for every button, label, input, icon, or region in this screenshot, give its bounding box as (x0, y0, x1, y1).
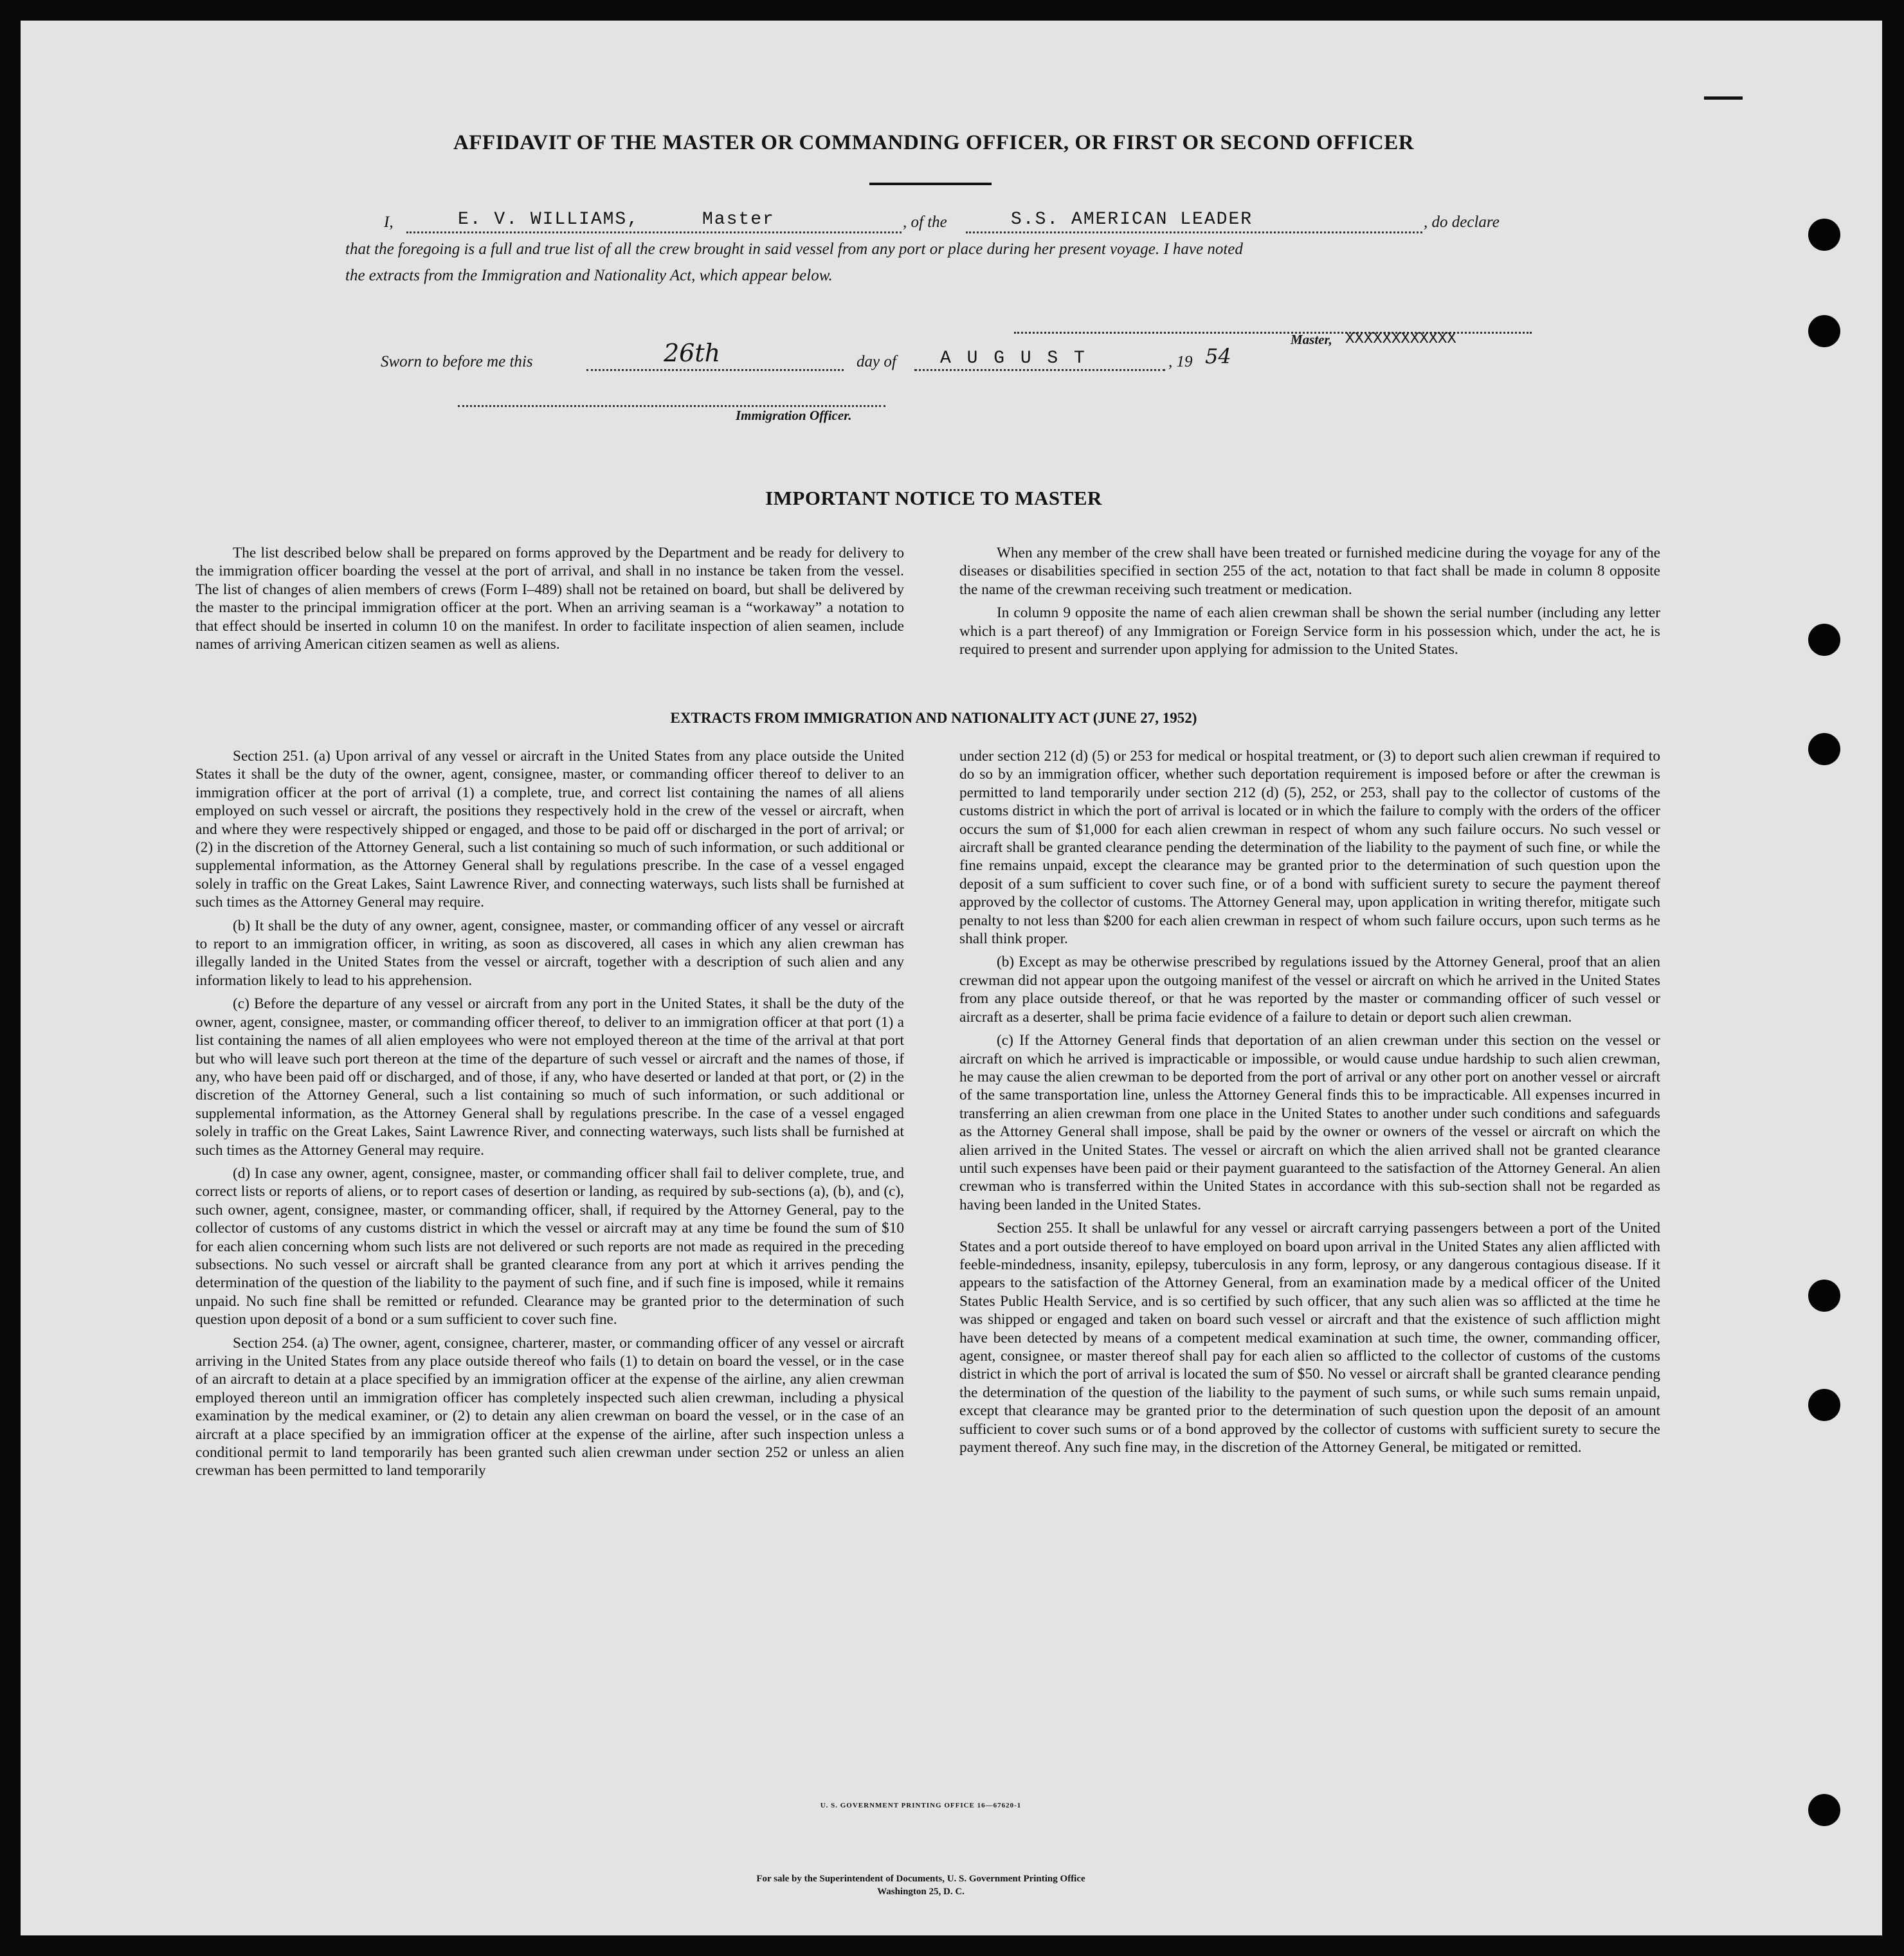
binder-hole (1808, 733, 1840, 765)
struck-title-text: XXXXXXXXXXXX (1345, 331, 1456, 348)
sale-line-1: For sale by the Superintendent of Documents, U. S. Government Printing Office (756, 1874, 1085, 1884)
sworn-day-line (586, 369, 844, 371)
section-254-a: Section 254. (a) The owner, agent, consignee, charterer, master, or commanding officer of any vessel or aircraft arriving in the United States from any place outside thereof who fails (1) to detain on board the vessel, or in the case of an aircraft to detain at a place specified by an immigration officer at the expense of the airline, any alien crewman employed thereon until an immigration officer has completely inspected such alien crewman, including a physical examination by the medical examiner, or (2) to detain any alien crewman on board the vessel, or in the case of an aircraft at a place specified by an immigration officer at the expense of the airline, after such inspection unless a conditional permit to land temporarily has been granted such alien crewman under section 252 or unless an alien crewman has been permitted to land temporarily (195, 1334, 904, 1480)
title-underline (869, 183, 992, 185)
declaration-line-2: the extracts from the Immigration and Nationality Act, which appear below. (345, 267, 833, 284)
vessel-line (966, 231, 1422, 233)
section-251-b: (b) It shall be the duty of any owner, agent, consignee, master, or commanding officer of any vessel or aircraft to report to an immigration officer, in writing, as soon as discovered, all cases in which any alien crewman has illegally landed in the United States from the vessel or aircraft, together with a description of such alien and any information likely to lead to his apprehension. (195, 917, 904, 989)
sale-line-2: Washington 25, D. C. (877, 1887, 965, 1897)
notice-left-column (195, 544, 904, 658)
affidavit-title: AFFIDAVIT OF THE MASTER OR COMMANDING OFFICER, OR FIRST OR SECOND OFFICER (453, 131, 1415, 154)
do-declare-label: , do declare (1424, 213, 1500, 231)
declaration-line-1: that the foregoing is a full and true list of all the crew brought in said vessel from any port or place during her present voyage. I have noted (345, 240, 1243, 258)
section-254-b: (b) Except as may be otherwise prescribed by regulations issued by the Attorney General, proof that an alien crewman did not appear upon the outgoing manifest of the vessel or aircraft on which he arrived in the United States from any place outside thereof, or that he was reported by the master or commanding officer of such vessel or aircraft as a deserter, shall be prima facie evidence of a failure to detain or deport such alien crewman. (959, 954, 1660, 1026)
notice-left-paragraph: The list described below shall be prepared on forms approved by the Department and be ready for delivery to the immigration officer boarding the vessel at the port of arrival, and shall in no instance be taken from the vessel. The list of changes of alien members of crews (Form I–489) shall not be retained on board, but shall be delivered by the master to the principal immigration officer at the port. When an arriving seaman is a “workaway” a notation to that effect should be inserted in column 10 on the manifest. In order to facilitate inspection of alien seamen, include names of arriving American citizen seamen as well as aliens. (195, 545, 904, 653)
sworn-day: 26th (664, 339, 721, 367)
of-the-label: , of the (903, 213, 947, 231)
immigration-officer-line (458, 405, 885, 407)
master-signature-label: Master, (1291, 332, 1332, 347)
i-label: I, (384, 213, 394, 231)
extracts-left-column (195, 747, 904, 1485)
section-251-a: Section 251. (a) Upon arrival of any vessel or aircraft in the United States from any place outside the United States it shall be the duty of the owner, agent, consignee, master, or commanding officer thereof to deliver to an immigration officer at the port of arrival (1) a complete, true, and correct list containing the names of all aliens employed on such vessel or aircraft, the positions they respectively hold in the crew of the vessel or aircraft, when and where they were respectively shipped or engaged, and those to be paid off or discharged in the port of arrival; or (2) in the discretion of the Attorney General, such a list containing so much of such information, or such additional or supplemental information, as the Attorney General shall by regulations prescribe. In the case of a vessel engaged solely in traffic on the Great Lakes, Saint Lawrence River, and connecting waterways, such lists shall be furnished at such times as the Attorney General may require. (195, 748, 904, 911)
name-line (406, 231, 902, 233)
binder-hole (1808, 624, 1840, 656)
year-prefix: , 19 (1168, 353, 1193, 370)
extracts-title: EXTRACTS FROM IMMIGRATION AND NATIONALITY ACT (JUNE 27, 1952) (670, 710, 1197, 726)
binder-hole (1808, 315, 1840, 347)
sworn-year: 54 (1205, 344, 1231, 368)
day-of-label: day of (857, 353, 896, 370)
vessel-name: S.S. AMERICAN LEADER (1011, 210, 1253, 230)
sworn-month: A U G U S T (940, 349, 1087, 368)
section-255: Section 255. It shall be unlawful for any vessel or aircraft carrying passengers between a port of the United States and a port outside thereof to have employed on board upon arrival in the United States any alien afflicted with feeble-mindedness, insanity, epilepsy, tuberculosis in any form, leprosy, or any dangerous contagious disease. If it appears to the satisfaction of the Attorney General, from an examination made by a medical officer of the United States Public Health Service, and is so certified by such officer, that any such alien was so afflicted at the time he was shipped or engaged and taken on board such vessel or aircraft and that the existence of such affliction might have been detected by means of a competent medical examination at such time, the owner, commanding officer, agent, consignee, or master thereof shall pay for each alien so afflicted to the collector of customs of the customs district in which the port of arrival is located the sum of $50. No vessel or aircraft shall be granted clearance pending the determination of the question of the liability to the payment of such sums, or while such sums remain unpaid, except that clearance may be granted prior to the determination of such question upon the deposit of an amount sufficient to cover such sums or of a bond approved by the collector of customs with sufficient surety to secure the payment thereof. Any such fine may, in the discretion of the Attorney General, be mitigated or remitted. (959, 1220, 1660, 1456)
section-254-c: (c) If the Attorney General finds that deportation of an alien crewman under this section on the vessel or aircraft on which he arrived is impracticable or impossible, or would cause undue hardship to such alien crewman, he may cause the alien crewman to be deported from the port of arrival or any other port on another vessel or aircraft of the same transportation line, unless the Attorney General finds this to be impracticable. All expenses incurred in transferring an alien crewman from one place in the United States to another under such conditions and safeguards as the Attorney General shall impose, shall be paid by the owner or owners of the vessel or aircraft on which the alien arrived in the United States. The vessel or aircraft on which the alien arrived shall not be granted clearance until such expenses have been paid or their payment guaranteed to the satisfaction of the Attorney General. An alien crewman who is transferred within the United States in accordance with this sub-section shall not be regarded as having been landed in the United States. (959, 1032, 1660, 1213)
sworn-label: Sworn to before me this (381, 353, 533, 370)
section-251-c: (c) Before the departure of any vessel or aircraft from any port in the United States, it shall be the duty of the owner, agent, consignee, master, or commanding officer thereof, to deliver to an immigration officer at that port (1) a list containing the names of all alien employees who were not employed thereon at the time of the arrival at that port but who will leave such port thereon at the time of the departure of such vessel or aircraft and the names of those, if any, who have been paid off or discharged, and of those, if any, who have deserted or landed at that port, or (2) in the discretion of the Attorney General, such a list containing so much of such information, or such additional or supplemental information, as the Attorney General shall by regulations prescribe. In the case of a vessel engaged solely in traffic on the Great Lakes, Saint Lawrence River, and connecting waterways, such lists shall be furnished at such times as the Attorney General may require. (195, 995, 904, 1159)
corner-mark (1704, 96, 1743, 100)
extracts-right-column (959, 747, 1660, 1462)
binder-hole (1808, 1794, 1840, 1826)
binder-hole (1808, 219, 1840, 251)
notice-right-paragraph-2: In column 9 opposite the name of each alien crewman shall be shown the serial number (including any letter which is a part thereof) of any Immigration or Foreign Service form in his possession which, under the act, he is required to present and surrender upon applying for admission to the United States. (959, 604, 1660, 658)
immigration-officer-label: Immigration Officer. (736, 408, 852, 423)
notice-right-column (959, 544, 1660, 664)
binder-hole (1808, 1280, 1840, 1312)
section-254-a-continued: under section 212 (d) (5) or 253 for medical or hospital treatment, or (3) to deport such alien crewman if required to do so by an immigration officer, whether such deportation requirement is imposed before or after the crewman is permitted to land temporarily under section 212 (d) (5), 252, or 253, shall pay to the collector of customs of the customs district in which the port of arrival is located or in which the failure to comply with the orders of the officer occurs the sum of $1,000 for each alien crewman in respect of whom any such failure occurs. No such vessel or aircraft shall be granted clearance pending the determination of the liability to the payment of such fine, or while the fine remains unpaid, except the clearance may be granted prior to the determination of such question upon the deposit of a sum sufficient to cover such fine, or of a bond with sufficient surety to secure the payment thereof approved by the collector of customs. The Attorney General may, upon application in writing therefor, mitigate such penalty to not less than $200 for each alien crewman in respect of whom such failure occurs, upon such terms as he shall think proper. (959, 748, 1660, 948)
binder-hole (1808, 1389, 1840, 1421)
master-name: E. V. WILLIAMS, (458, 210, 640, 230)
master-rank: Master (702, 210, 775, 230)
notice-right-paragraph-1: When any member of the crew shall have been treated or furnished medicine during the voyage for any of the diseases or disabilities specified in section 255 of the act, notation to that fact shall be made in column 8 opposite the name of the crewman receiving such treatment or medication. (959, 545, 1660, 598)
printing-office-line: U. S. GOVERNMENT PRINTING OFFICE 16—67620-1 (820, 1802, 1022, 1809)
month-line (914, 369, 1165, 371)
document-page (21, 21, 1882, 1935)
section-251-d: (d) In case any owner, agent, consignee, master, or commanding officer shall fail to deliver complete, true, and correct lists or reports of aliens, or to report cases of desertion or landing, as required by sub-sections (a), (b), and (c), such owner, agent, consignee, master, or commanding officer, shall, if required by the Attorney General, pay to the collector of customs of any customs district in which the vessel or aircraft may at any time be found the sum of $10 for each alien concerning whom such lists are not delivered or such reports are not made as required in the preceding subsections. No such vessel or aircraft shall be granted clearance from any port at which it arrives pending the determination of the question of the liability to the payment of such fine, and if such fine is imposed, while it remains unpaid. No such fine shall be remitted or refunded. Clearance may be granted prior to the determination of such question upon deposit of a bond or a sum sufficient to cover such fine. (195, 1164, 904, 1328)
notice-title: IMPORTANT NOTICE TO MASTER (765, 487, 1102, 509)
